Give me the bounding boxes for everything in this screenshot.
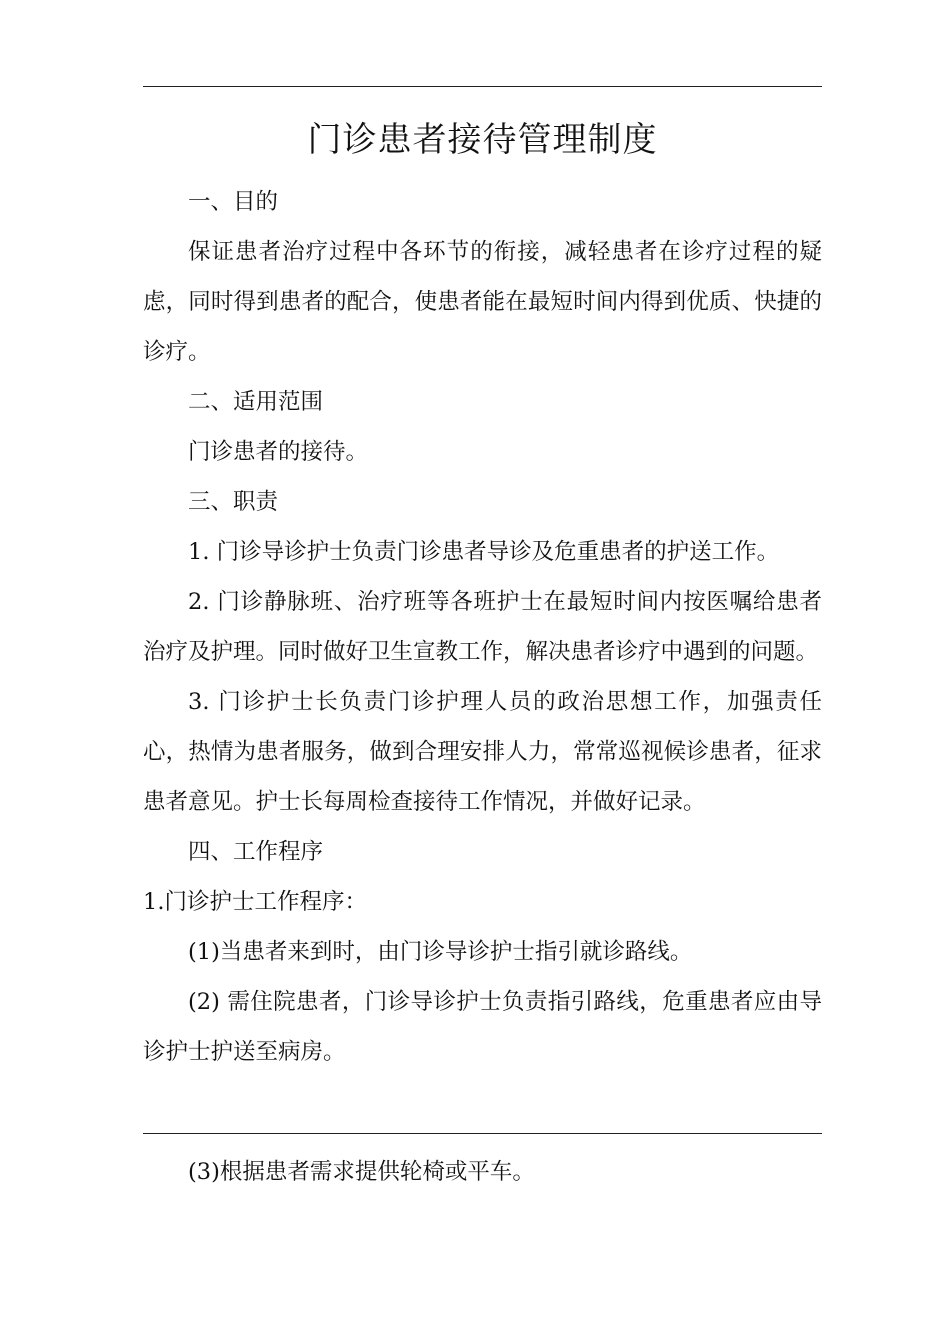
section-heading-purpose: 一、目的 <box>188 189 279 215</box>
procedure-subheading: 1.门诊护士工作程序： <box>143 889 367 915</box>
document-body <box>143 177 822 1077</box>
procedure-step-2: (2) 需住院患者，门诊导诊护士负责指引路线，危重患者应由导诊护士护送至病房。 <box>143 989 822 1065</box>
duty-item-3: 3. 门诊护士长负责门诊护理人员的政治思想工作，加强责任心，热情为患者服务，做到合理安排人力，常常巡视候诊患者，征求患者意见。护士长每周检查接待工作情况，并做好记录。 <box>143 689 822 815</box>
section-heading-duties: 三、职责 <box>188 489 279 515</box>
document-title: 门诊患者接待管理制度 <box>307 120 658 160</box>
section-text-scope: 门诊患者的接待。 <box>188 439 369 465</box>
section-heading-procedure: 四、工作程序 <box>188 839 324 865</box>
duty-item-1: 1. 门诊导诊护士负责门诊患者导诊及危重患者的护送工作。 <box>188 539 780 565</box>
next-page-content <box>143 1147 822 1197</box>
procedure-step-1: (1)当患者来到时，由门诊导诊护士指引就诊路线。 <box>188 939 693 965</box>
footer-rule <box>143 1133 822 1134</box>
header-rule <box>143 86 822 87</box>
duty-item-2: 2. 门诊静脉班、治疗班等各班护士在最短时间内按医嘱给患者治疗及护理。同时做好卫生宣教工作，解决患者诊疗中遇到的问题。 <box>143 589 822 665</box>
section-text-purpose: 保证患者治疗过程中各环节的衔接，减轻患者在诊疗过程的疑虑，同时得到患者的配合，使患者能在最短时间内得到优质、快捷的诊疗。 <box>143 239 822 365</box>
procedure-step-3: (3)根据患者需求提供轮椅或平车。 <box>188 1159 535 1185</box>
section-heading-scope: 二、适用范围 <box>188 389 324 415</box>
